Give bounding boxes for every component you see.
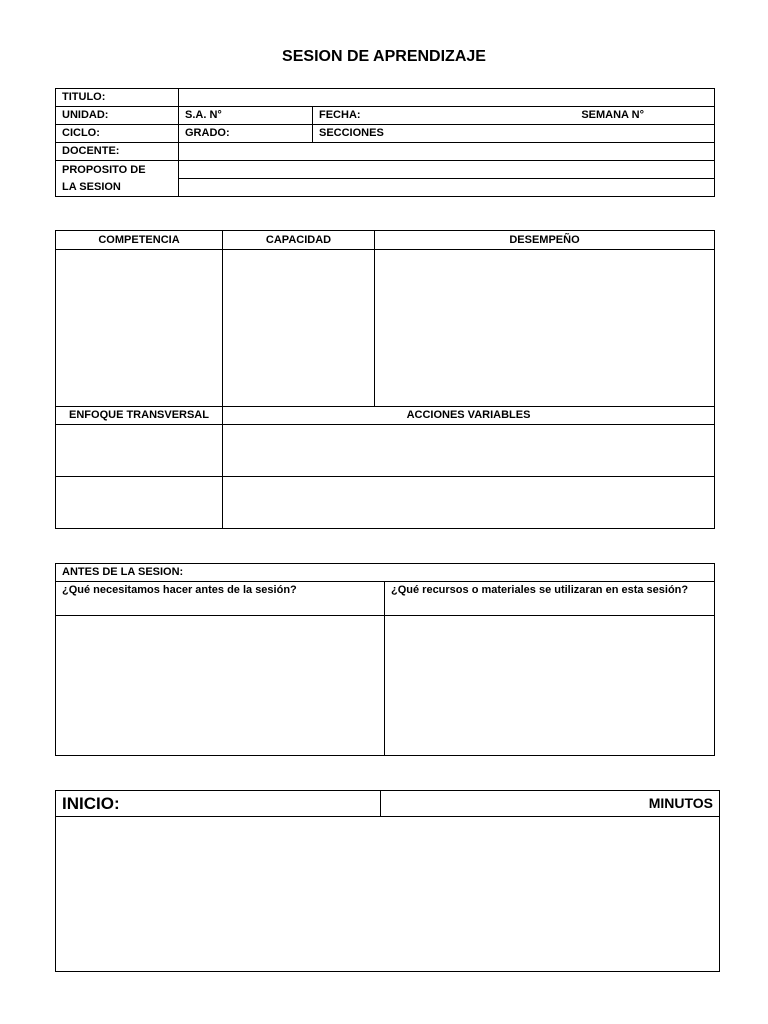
acciones-header: ACCIONES VARIABLES (223, 407, 715, 425)
docente-field[interactable] (179, 143, 715, 161)
enfoque-header: ENFOQUE TRANSVERSAL (56, 407, 223, 425)
inicio-table (55, 790, 720, 972)
antes-answer-2[interactable] (385, 616, 715, 756)
enfoque-field-2[interactable] (56, 477, 223, 529)
proposito-field-1[interactable] (179, 161, 715, 179)
minutos-label: MINUTOS (381, 791, 720, 817)
grado-label: GRADO: (179, 125, 313, 143)
titulo-label: TITULO: (56, 89, 179, 107)
titulo-field[interactable] (179, 89, 715, 107)
antes-table (55, 563, 715, 756)
inicio-field[interactable] (56, 817, 720, 972)
ciclo-label: CICLO: (56, 125, 179, 143)
inicio-label: INICIO: (56, 791, 381, 817)
proposito-field-2[interactable] (179, 179, 715, 197)
antes-answer-1[interactable] (56, 616, 385, 756)
proposito-label-line1: PROPOSITO DE (62, 163, 146, 176)
fecha-label: FECHA: (319, 109, 361, 121)
desempeno-header: DESEMPEÑO (375, 231, 715, 250)
acciones-field-2[interactable] (223, 477, 715, 529)
semana-label: SEMANA N° (581, 109, 644, 121)
proposito-label-line2: LA SESION (62, 180, 121, 193)
antes-header: ANTES DE LA SESION: (56, 564, 715, 582)
acciones-field-1[interactable] (223, 425, 715, 477)
docente-label: DOCENTE: (56, 143, 179, 161)
desempeno-field[interactable] (375, 250, 715, 407)
info-table (55, 88, 715, 197)
page-title: SESION DE APRENDIZAJE (282, 48, 486, 65)
competencia-field[interactable] (56, 250, 223, 407)
antes-question-1: ¿Qué necesitamos hacer antes de la sesión? (56, 582, 385, 616)
enfoque-field-1[interactable] (56, 425, 223, 477)
competencias-table (55, 230, 715, 529)
capacidad-field[interactable] (223, 250, 375, 407)
sa-label: S.A. N° (179, 107, 313, 125)
unidad-label: UNIDAD: (56, 107, 179, 125)
antes-question-2: ¿Qué recursos o materiales se utilizaran en esta sesión? (385, 582, 715, 616)
proposito-label (56, 161, 179, 197)
secciones-label: SECCIONES (313, 125, 715, 143)
competencia-header: COMPETENCIA (56, 231, 223, 250)
fecha-cell[interactable] (313, 107, 715, 125)
capacidad-header: CAPACIDAD (223, 231, 375, 250)
